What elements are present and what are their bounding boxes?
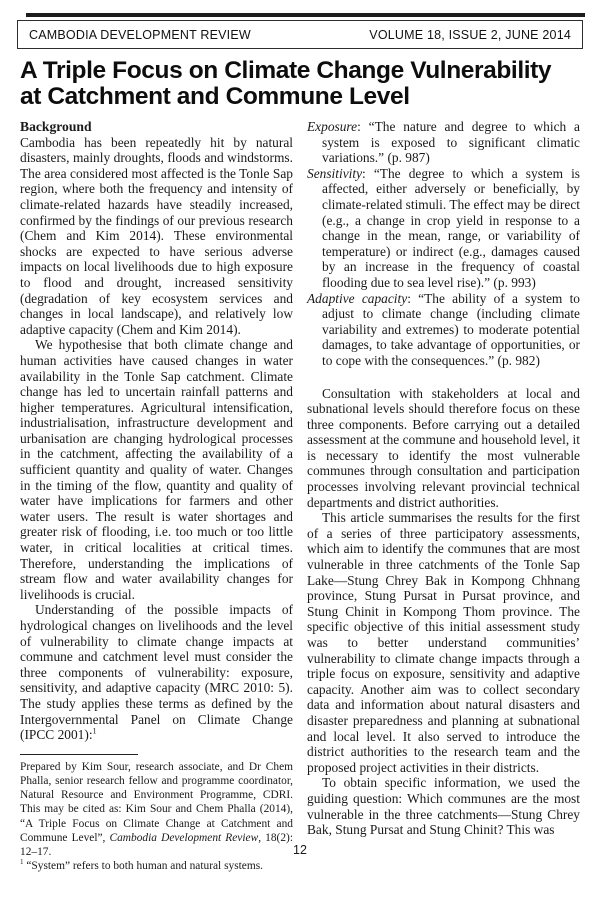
masthead-top-rule xyxy=(26,13,585,17)
masthead-box xyxy=(17,20,583,49)
footnote-journal-name: Cambodia Development Review xyxy=(109,831,259,844)
paragraph-5: This article summarises the results for the first of a series of three participatory assessments, which aim to identify the communes that are most vulnerable in three catchments of the Tonle Sap Lake—Stung Chrey Bak in Kompong Chhnang province, Stung Pursat in Pursat province, and Stung Chinit in Kompong Thom province. The specific objective of this initial assessment study was to better understand communities’ vulnerability to climate change impacts through a triple focus on exposure, sensitivity and adaptive capacity. Another aim was to collect secondary data and information about natural disasters and disaster preparedness and planning at subnational and local level. It also served to introduce the district authorities to the research team and the proposed project activities in their districts. xyxy=(307,510,580,775)
footnote-1 xyxy=(20,859,293,873)
definition-exposure xyxy=(307,119,580,166)
definition-adaptive-capacity xyxy=(307,291,580,369)
footnote-credit-text: Prepared by Kim Sour, research associate, and Dr Chem Phalla, senior research fellow and programme coordinator, Natural Resource and Environment Programme, CDRI. This may be cited as: Kim Sour and Chem Phalla (2014), “A Triple Focus on Climate Change at Catchment and Commune Level”, xyxy=(20,760,293,844)
article-body xyxy=(20,119,580,873)
paragraph-3 xyxy=(20,602,293,742)
definition-sensitivity-text: : “The degree to which a system is affected, either adversely or beneficially, by climate-related stimuli. The effect may be direct (e.g., a change in crop yield in response to a change in the mean, range, or variability of temperature) or indirect (e.g., damages caused by an increase in the frequency of coastal flooding due to sea level rise).” (p. 993) xyxy=(322,165,580,290)
page-number: 12 xyxy=(293,843,307,857)
definition-exposure-term: Exposure xyxy=(307,119,358,134)
paragraph-1: Cambodia has been repeatedly hit by natural disasters, mainly droughts, floods and windstorms. The area considered most affected is the Tonle Sap region, where both the frequency and intensity of climate-related hazards have steadily increased, confirmed by the findings of our previous research (Chem and Kim 2014). These environmental shocks are expected to have serious adverse impacts on local livelihoods due to high exposure to flood and drought, increased sensitivity (degradation of key ecosystem services and changes in local landscape), and relatively low adaptive capacity (Chem and Kim 2014). xyxy=(20,134,293,337)
article-title-line2: at Catchment and Commune Level xyxy=(20,82,410,110)
paragraph-4: Consultation with stakeholders at local and subnational levels should therefore focus on these three components. Before carrying out a detailed assessment at the commune and household level, it is necessary to identify the most vulnerable communes through consultation and participation processes involving relevant provincial technical departments and district authorities. xyxy=(307,385,580,510)
journal-name: CAMBODIA DEVELOPMENT REVIEW xyxy=(29,27,251,42)
definition-sensitivity xyxy=(307,166,580,291)
paragraph-3-text: Understanding of the possible impacts of hydrological changes on livelihoods and the level of vulnerability to climate change impacts at commune and catchment level must consider the three components of vulnerability: exposure, sensitivity, and adaptive capacity (MRC 2010: 5). The study applies these terms as defined by the Intergovernmental Panel on Climate Change (IPCC 2001): xyxy=(20,602,293,743)
column-right xyxy=(307,119,580,873)
definition-sensitivity-term: Sensitivity xyxy=(307,165,363,181)
footnote-reference-1: 1 xyxy=(92,726,97,736)
footnote-divider xyxy=(20,754,138,755)
column-left xyxy=(20,119,293,873)
article-title xyxy=(20,58,580,109)
definition-adaptive-capacity-term: Adaptive capacity xyxy=(307,290,408,306)
article-title-line1: A Triple Focus on Climate Change Vulnerability xyxy=(20,57,552,84)
footnote-credit-citation-end: , 18(2): 12–17. xyxy=(20,831,293,858)
footnote-1-marker: 1 xyxy=(20,858,24,867)
definition-adaptive-capacity-text: : “The ability of a system to adjust to climate change (including climate variability and extremes) to moderate potential damages, to take advantage of opportunities, or to cope with the consequences.” (p. 982) xyxy=(322,290,580,368)
paragraph-6: To obtain specific information, we used the guiding question: Which communes are the most vulnerable in the three catchments—Stung Chrey Bak, Stung Pursat and Stung Chinit? This was xyxy=(307,775,580,838)
section-heading-background: Background xyxy=(20,119,92,134)
issue-info: VOLUME 18, ISSUE 2, JUNE 2014 xyxy=(369,27,571,42)
definition-exposure-text: : “The nature and degree to which a system is exposed to significant climatic variations.” (p. 987) xyxy=(322,119,580,166)
paragraph-2: We hypothesise that both climate change and human activities have caused changes in water availability in the Tonle Sap catchment. Climate change has led to uncertain rainfall patterns and higher temperatures. Agricultural intensification, industrialisation, infrastructure development and urbanisation are changing hydrological processes in the catchment, affecting the availability of a sufficient quantity and quality of water. Changes in the timing of the flow, quantity and quality of water have implications for farmers and other water users. The result is water shortages and greater risk of flooding, i.e. too much or too little water, in critical localities at critical times. Therefore, understanding the implications of stream flow and water availability changes for livelihoods is crucial. xyxy=(20,337,293,602)
footnote-1-text: “System” refers to both human and natural systems. xyxy=(23,860,263,873)
masthead xyxy=(17,13,583,49)
